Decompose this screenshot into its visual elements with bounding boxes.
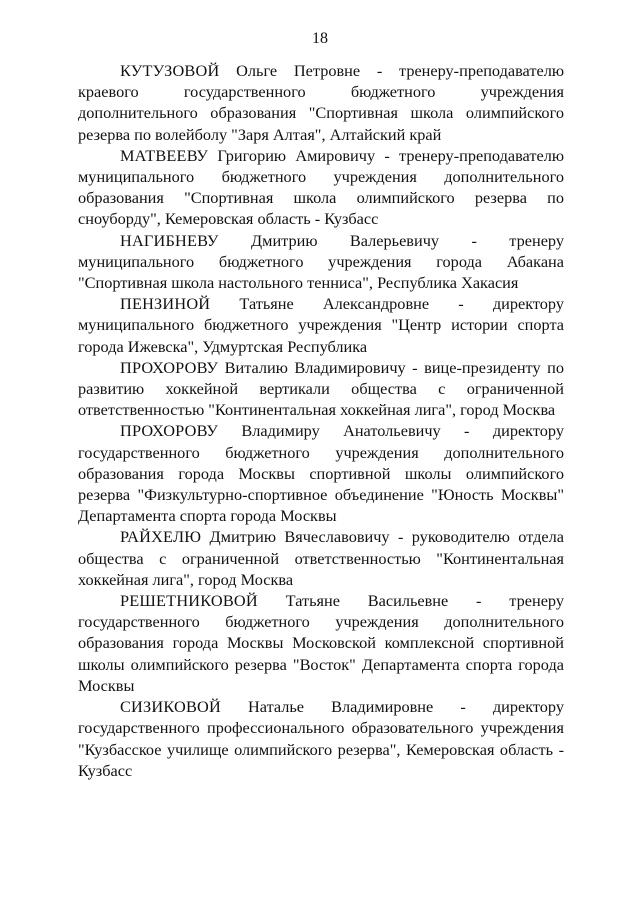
award-entry (78, 60, 564, 145)
award-entry (78, 590, 564, 696)
entry-surname: РЕШЕТНИКОВОЙ (120, 591, 258, 611)
entry-text: Наталье Владимировне - директору государственного профессионального образовательного учреждения "Кузбасское училище олимпийского резерва", Кемеровская область - Кузбасс (78, 697, 564, 780)
entry-text: Дмитрию Валерьевичу - тренеру муниципального бюджетного учреждения города Абакана "Спортивная школа настольного тенниса", Республика Хакасия (78, 230, 564, 293)
entry-text: Татьяне Александровне - директору муниципального бюджетного учреждения "Центр истории спорта города Ижевска", Удмуртская Республика (78, 294, 564, 356)
award-entry (78, 293, 564, 357)
award-entry (78, 696, 564, 781)
entry-text: Владимиру Анатольевичу - директору государственного бюджетного учреждения дополнительного образования города Москвы спортивной школы олимпийского резерва "Физкультурно-спортивное объединение "Юность Москвы" Департамента спорта города Москвы (78, 421, 564, 526)
entry-surname: ПРОХОРОВУ (120, 357, 219, 377)
award-entry (78, 357, 564, 421)
entry-text: Татьяне Васильевне - тренеру государственного бюджетного учреждения дополнительного образования города Москвы Московской комплексной спортивной школы олимпийского резерва "Восток" Департамента спорта города Москвы (78, 591, 564, 695)
entry-surname: НАГИБНЕВУ (120, 230, 219, 250)
entry-text: Виталию Владимировичу - вице-президенту по развитию хоккейной вертикали общества с ограниченной ответственностью "Континентальная хоккейная лига", город Москва (78, 357, 564, 420)
award-entry (78, 420, 564, 526)
entry-surname: КУТУЗОВОЙ (120, 61, 220, 80)
entry-text: Ольге Петровне - тренеру-преподавателю краевого государственного бюджетного учреждения дополнительного образования "Спортивная школа олимпийского резерва по волейболу "Заря Алтая", Алтайский край (78, 61, 564, 144)
entry-surname: ПЕНЗИНОЙ (120, 294, 211, 314)
entry-text: Дмитрию Вячеславовичу - руководителю отдела общества с ограниченной ответственностью "Континентальная хоккейная лига", город Москва (78, 527, 564, 589)
entry-surname: МАТВЕЕВУ (120, 145, 209, 165)
entry-surname: ПРОХОРОВУ (120, 421, 219, 441)
award-list (78, 60, 564, 781)
entry-text: Григорию Амировичу - тренеру-преподавателю муниципального бюджетного учреждения дополнительного образования "Спортивная школа олимпийского резерва по сноуборду", Кемеровская область - Кузбасс (78, 145, 564, 229)
page-number: 18 (312, 30, 328, 47)
award-entry (78, 145, 564, 230)
award-entry (78, 526, 564, 590)
entry-surname: СИЗИКОВОЙ (120, 697, 221, 717)
award-entry (78, 230, 564, 294)
entry-surname: РАЙХЕЛЮ (120, 527, 202, 547)
